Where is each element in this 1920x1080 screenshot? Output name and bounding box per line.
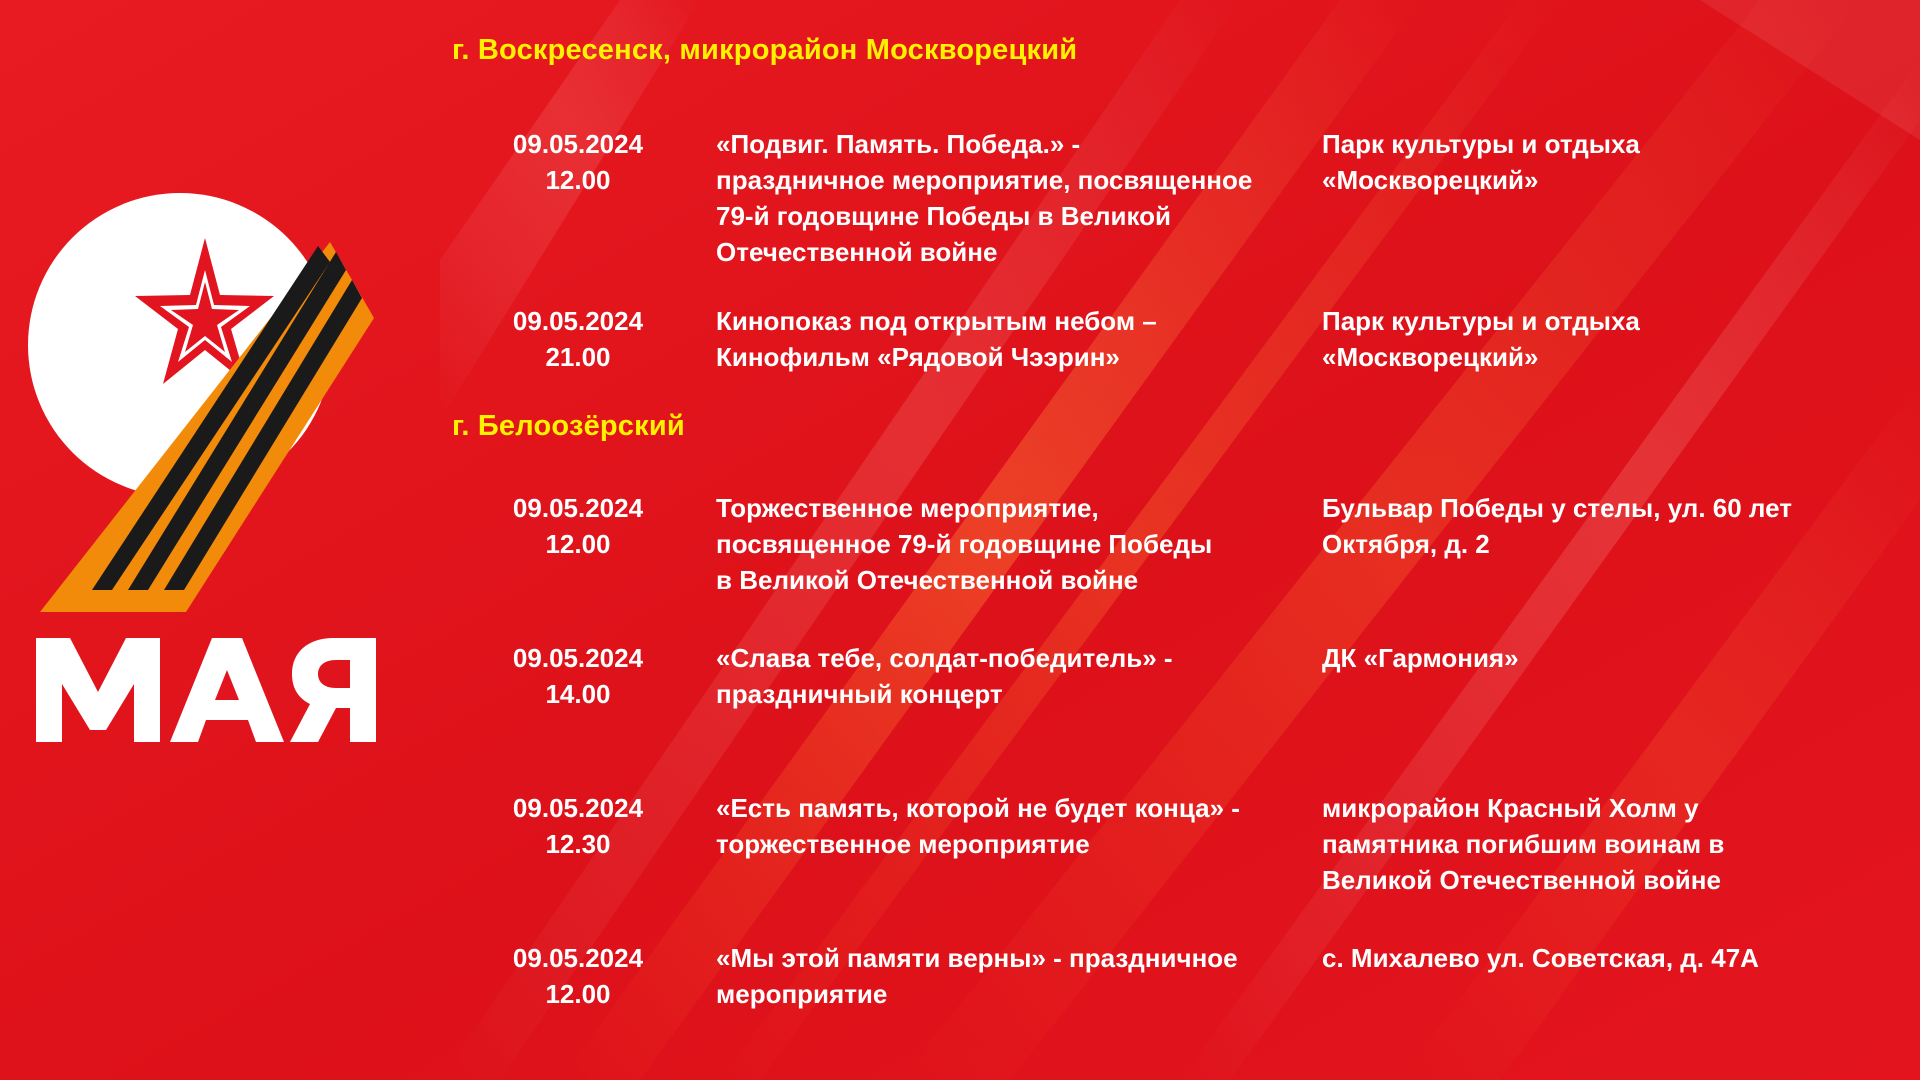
event-title: «Мы этой памяти верны» - праздничное мероприятие	[716, 943, 1238, 1009]
event-date: 09.05.2024	[512, 129, 644, 159]
event-title: «Слава тебе, солдат-победитель» - праздничный концерт	[716, 643, 1173, 709]
event-datetime	[478, 126, 678, 198]
event-place: Бульвар Победы у стелы, ул. 60 лет Октября, д. 2	[1322, 493, 1792, 559]
event-datetime	[478, 790, 678, 862]
event-title: «Есть память, которой не будет конца» - торжественное мероприятие	[716, 793, 1240, 859]
event-title: Кинопоказ под открытым небом – Кинофильм «Рядовой Чээрин»	[716, 306, 1157, 372]
event-place: Парк культуры и отдыха «Москворецкий»	[1322, 129, 1640, 195]
event-title: Торжественное мероприятие, посвященное 79-й годовщине Победы в Великой Отечественной войне	[716, 493, 1213, 595]
event-date: 09.05.2024	[512, 793, 644, 823]
event-title: «Подвиг. Память. Победа.» - праздничное мероприятие, посвященное 79-й годовщине Победы в Великой Отечественной войне	[716, 129, 1253, 267]
event-datetime	[478, 940, 678, 1012]
section-title-voskresensk: г. Воскресенск, микрорайон Москворецкий	[452, 34, 1078, 66]
event-place: ДК «Гармония»	[1322, 643, 1519, 673]
event-time: 12.00	[545, 165, 611, 195]
victory-day-emblem	[0, 0, 440, 1080]
event-date: 09.05.2024	[512, 643, 644, 673]
event-place: с. Михалево ул. Советская, д. 47А	[1322, 943, 1759, 973]
section-title-beloozersky: г. Белоозёрский	[452, 410, 685, 442]
event-place: Парк культуры и отдыха «Москворецкий»	[1322, 306, 1640, 372]
event-time: 12.00	[545, 979, 611, 1009]
event-time: 21.00	[545, 342, 611, 372]
event-date: 09.05.2024	[512, 943, 644, 973]
event-datetime	[478, 490, 678, 562]
event-datetime	[478, 303, 678, 375]
may-word	[36, 612, 376, 752]
event-place: микрорайон Красный Холм у памятника погибшим воинам в Великой Отечественной войне	[1322, 793, 1725, 895]
event-date: 09.05.2024	[512, 493, 644, 523]
event-time: 12.30	[545, 829, 611, 859]
event-time: 12.00	[545, 529, 611, 559]
event-datetime	[478, 640, 678, 712]
event-date: 09.05.2024	[512, 306, 644, 336]
event-time: 14.00	[545, 679, 611, 709]
